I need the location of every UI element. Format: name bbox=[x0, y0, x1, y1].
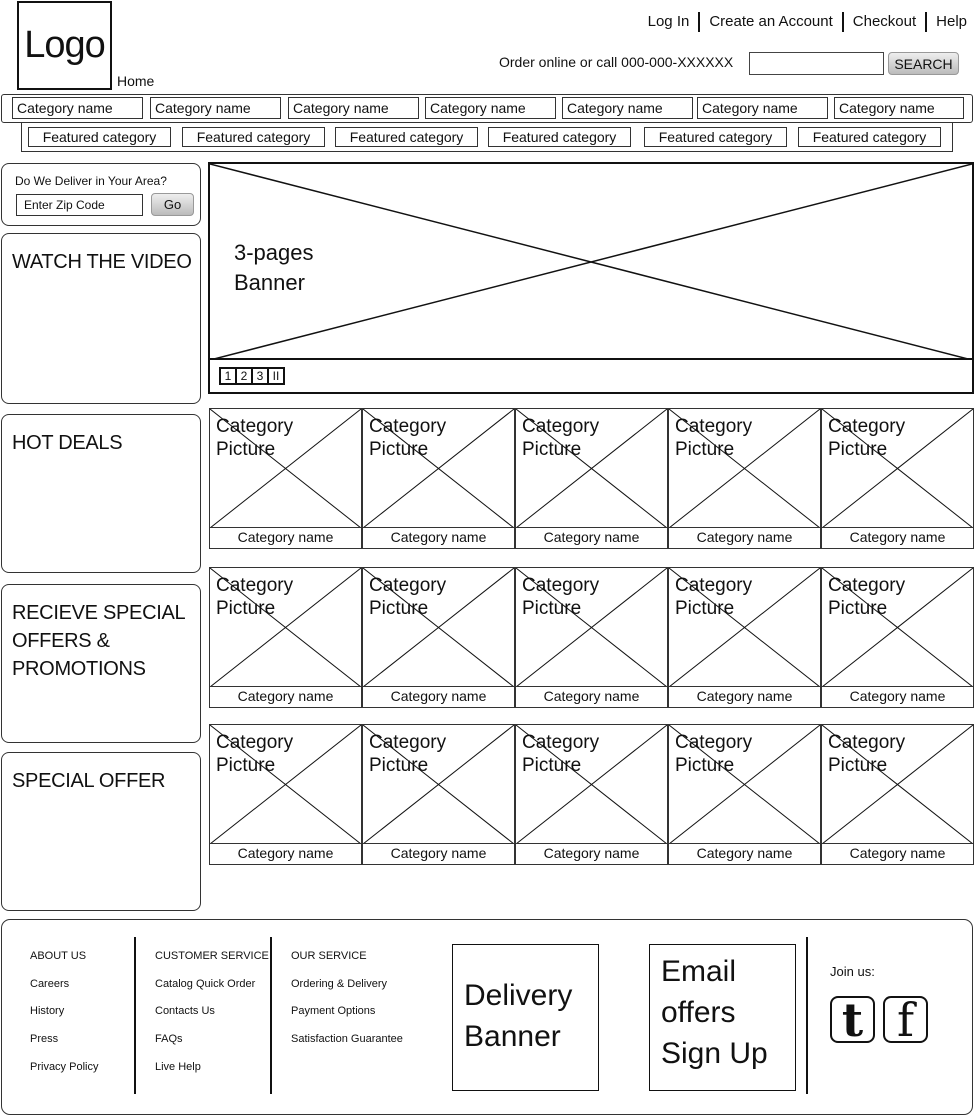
category-name[interactable]: Category name bbox=[669, 527, 820, 548]
category-cell[interactable] bbox=[821, 408, 974, 549]
category-name[interactable]: Category name bbox=[516, 843, 667, 864]
category-cell[interactable] bbox=[362, 408, 515, 549]
category-picture-label: Category Picture bbox=[828, 575, 906, 619]
category-tab[interactable]: Category name bbox=[288, 97, 419, 119]
category-tab[interactable]: Category name bbox=[150, 97, 281, 119]
featured-category-tab[interactable]: Featured category bbox=[335, 127, 478, 147]
category-name[interactable]: Category name bbox=[822, 843, 973, 864]
category-tab[interactable]: Category name bbox=[834, 97, 964, 119]
category-cell[interactable] bbox=[362, 567, 515, 708]
category-tab[interactable]: Category name bbox=[425, 97, 556, 119]
join-us-label: Join us: bbox=[830, 964, 875, 979]
category-name[interactable]: Category name bbox=[669, 686, 820, 707]
footer-link-careers[interactable]: Careers bbox=[30, 978, 70, 990]
category-name[interactable]: Category name bbox=[516, 527, 667, 548]
banner-placeholder-cross bbox=[210, 164, 972, 360]
category-cell[interactable] bbox=[209, 408, 362, 549]
category-cell[interactable] bbox=[821, 567, 974, 708]
login-link[interactable]: Log In bbox=[639, 12, 701, 32]
category-name[interactable]: Category name bbox=[669, 843, 820, 864]
category-tab[interactable]: Category name bbox=[697, 97, 828, 119]
featured-category-tab[interactable]: Featured category bbox=[644, 127, 787, 147]
footer-link-quick-order[interactable]: Catalog Quick Order bbox=[155, 978, 256, 990]
category-tab[interactable]: Category name bbox=[12, 97, 143, 119]
banner-label: 3-pages Banner bbox=[234, 240, 314, 295]
category-cell[interactable] bbox=[515, 724, 668, 865]
footer-link-faqs[interactable]: FAQs bbox=[155, 1033, 183, 1045]
footer-link-live-help[interactable]: Live Help bbox=[155, 1061, 201, 1073]
category-picture-label: Category Picture bbox=[675, 732, 753, 776]
hot-deals-title: HOT DEALS bbox=[12, 432, 123, 454]
category-name[interactable]: Category name bbox=[822, 527, 973, 548]
footer-link-payment[interactable]: Payment Options bbox=[291, 1005, 376, 1017]
category-cell[interactable] bbox=[209, 724, 362, 865]
category-tab[interactable]: Category name bbox=[562, 97, 693, 119]
category-name[interactable]: Category name bbox=[210, 527, 361, 548]
footer-link-guarantee[interactable]: Satisfaction Guarantee bbox=[291, 1033, 403, 1045]
featured-category-tab[interactable]: Featured category bbox=[488, 127, 631, 147]
hot-deals-box[interactable] bbox=[1, 414, 201, 573]
category-cell[interactable] bbox=[362, 724, 515, 865]
facebook-icon[interactable]: f bbox=[883, 996, 928, 1043]
footer-link-contacts[interactable]: Contacts Us bbox=[155, 1005, 215, 1017]
zip-code-input[interactable]: Enter Zip Code bbox=[16, 194, 143, 216]
footer bbox=[1, 919, 973, 1115]
zip-code-box bbox=[1, 163, 201, 226]
create-account-link[interactable]: Create an Account bbox=[700, 12, 843, 32]
category-cell[interactable] bbox=[668, 567, 821, 708]
banner-page-1[interactable]: 1 bbox=[219, 367, 237, 385]
category-name[interactable]: Category name bbox=[210, 843, 361, 864]
search-input[interactable] bbox=[749, 52, 884, 75]
email-signup-text: Email offers Sign Up bbox=[661, 955, 768, 1070]
category-picture-label: Category Picture bbox=[522, 416, 600, 460]
footer-link-ordering[interactable]: Ordering & Delivery bbox=[291, 978, 387, 990]
footer-heading: CUSTOMER SERVICE bbox=[155, 950, 269, 962]
special-offer-box[interactable] bbox=[1, 752, 201, 911]
footer-link-privacy[interactable]: Privacy Policy bbox=[30, 1061, 99, 1073]
featured-category-tab[interactable]: Featured category bbox=[798, 127, 941, 147]
category-cell[interactable] bbox=[209, 567, 362, 708]
footer-link-history[interactable]: History bbox=[30, 1005, 65, 1017]
category-cell[interactable] bbox=[821, 724, 974, 865]
category-picture-label: Category Picture bbox=[522, 575, 600, 619]
footer-heading: OUR SERVICE bbox=[291, 950, 367, 962]
zip-go-button[interactable]: Go bbox=[151, 193, 194, 216]
footer-divider bbox=[134, 937, 136, 1094]
category-picture-label: Category Picture bbox=[522, 732, 600, 776]
tumblr-icon[interactable]: t bbox=[830, 996, 875, 1043]
category-picture-label: Category Picture bbox=[216, 416, 294, 460]
category-name[interactable]: Category name bbox=[363, 527, 514, 548]
banner-pause[interactable]: II bbox=[267, 367, 285, 385]
category-picture-label: Category Picture bbox=[216, 732, 294, 776]
footer-heading: ABOUT US bbox=[30, 950, 87, 962]
category-name[interactable]: Category name bbox=[516, 686, 667, 707]
logo[interactable]: Logo bbox=[17, 1, 112, 90]
category-cell[interactable] bbox=[515, 408, 668, 549]
home-link[interactable]: Home bbox=[117, 73, 155, 89]
watch-video-title: WATCH THE VIDEO bbox=[12, 251, 192, 273]
help-link[interactable]: Help bbox=[936, 13, 967, 30]
category-picture-label: Category Picture bbox=[216, 575, 294, 619]
banner-page-2[interactable]: 2 bbox=[235, 367, 253, 385]
zip-question: Do We Deliver in Your Area? bbox=[15, 174, 167, 188]
category-picture-label: Category Picture bbox=[369, 416, 447, 460]
category-name[interactable]: Category name bbox=[210, 686, 361, 707]
featured-category-tab[interactable]: Featured category bbox=[28, 127, 171, 147]
footer-divider bbox=[806, 937, 808, 1094]
order-phone-text: Order online or call 000-000-XXXXXX bbox=[499, 54, 734, 70]
footer-divider bbox=[270, 937, 272, 1094]
category-picture-label: Category Picture bbox=[828, 732, 906, 776]
category-cell[interactable] bbox=[668, 408, 821, 549]
category-picture-label: Category Picture bbox=[369, 732, 447, 776]
category-name[interactable]: Category name bbox=[363, 686, 514, 707]
banner-pager bbox=[219, 367, 283, 385]
special-offers-title: RECIEVE SPECIAL OFFERS & PROMOTIONS bbox=[12, 602, 185, 680]
category-name[interactable]: Category name bbox=[363, 843, 514, 864]
special-offer-title: SPECIAL OFFER bbox=[12, 770, 166, 792]
top-links bbox=[639, 12, 967, 32]
footer-link-press[interactable]: Press bbox=[30, 1033, 59, 1045]
category-picture-label: Category Picture bbox=[675, 575, 753, 619]
category-name[interactable]: Category name bbox=[822, 686, 973, 707]
featured-category-tab[interactable]: Featured category bbox=[182, 127, 325, 147]
email-signup-banner[interactable] bbox=[649, 944, 796, 1091]
main-banner[interactable] bbox=[208, 162, 974, 394]
checkout-link[interactable]: Checkout bbox=[844, 12, 927, 32]
category-picture-label: Category Picture bbox=[369, 575, 447, 619]
category-picture-label: Category Picture bbox=[675, 416, 753, 460]
watch-video-box[interactable] bbox=[1, 233, 201, 404]
search-button[interactable]: SEARCH bbox=[888, 52, 959, 75]
banner-page-3[interactable]: 3 bbox=[251, 367, 269, 385]
category-cell[interactable] bbox=[668, 724, 821, 865]
special-offers-box[interactable] bbox=[1, 584, 201, 743]
delivery-banner[interactable] bbox=[452, 944, 599, 1091]
category-picture-label: Category Picture bbox=[828, 416, 906, 460]
category-cell[interactable] bbox=[515, 567, 668, 708]
delivery-banner-text: Delivery Banner bbox=[464, 979, 573, 1053]
